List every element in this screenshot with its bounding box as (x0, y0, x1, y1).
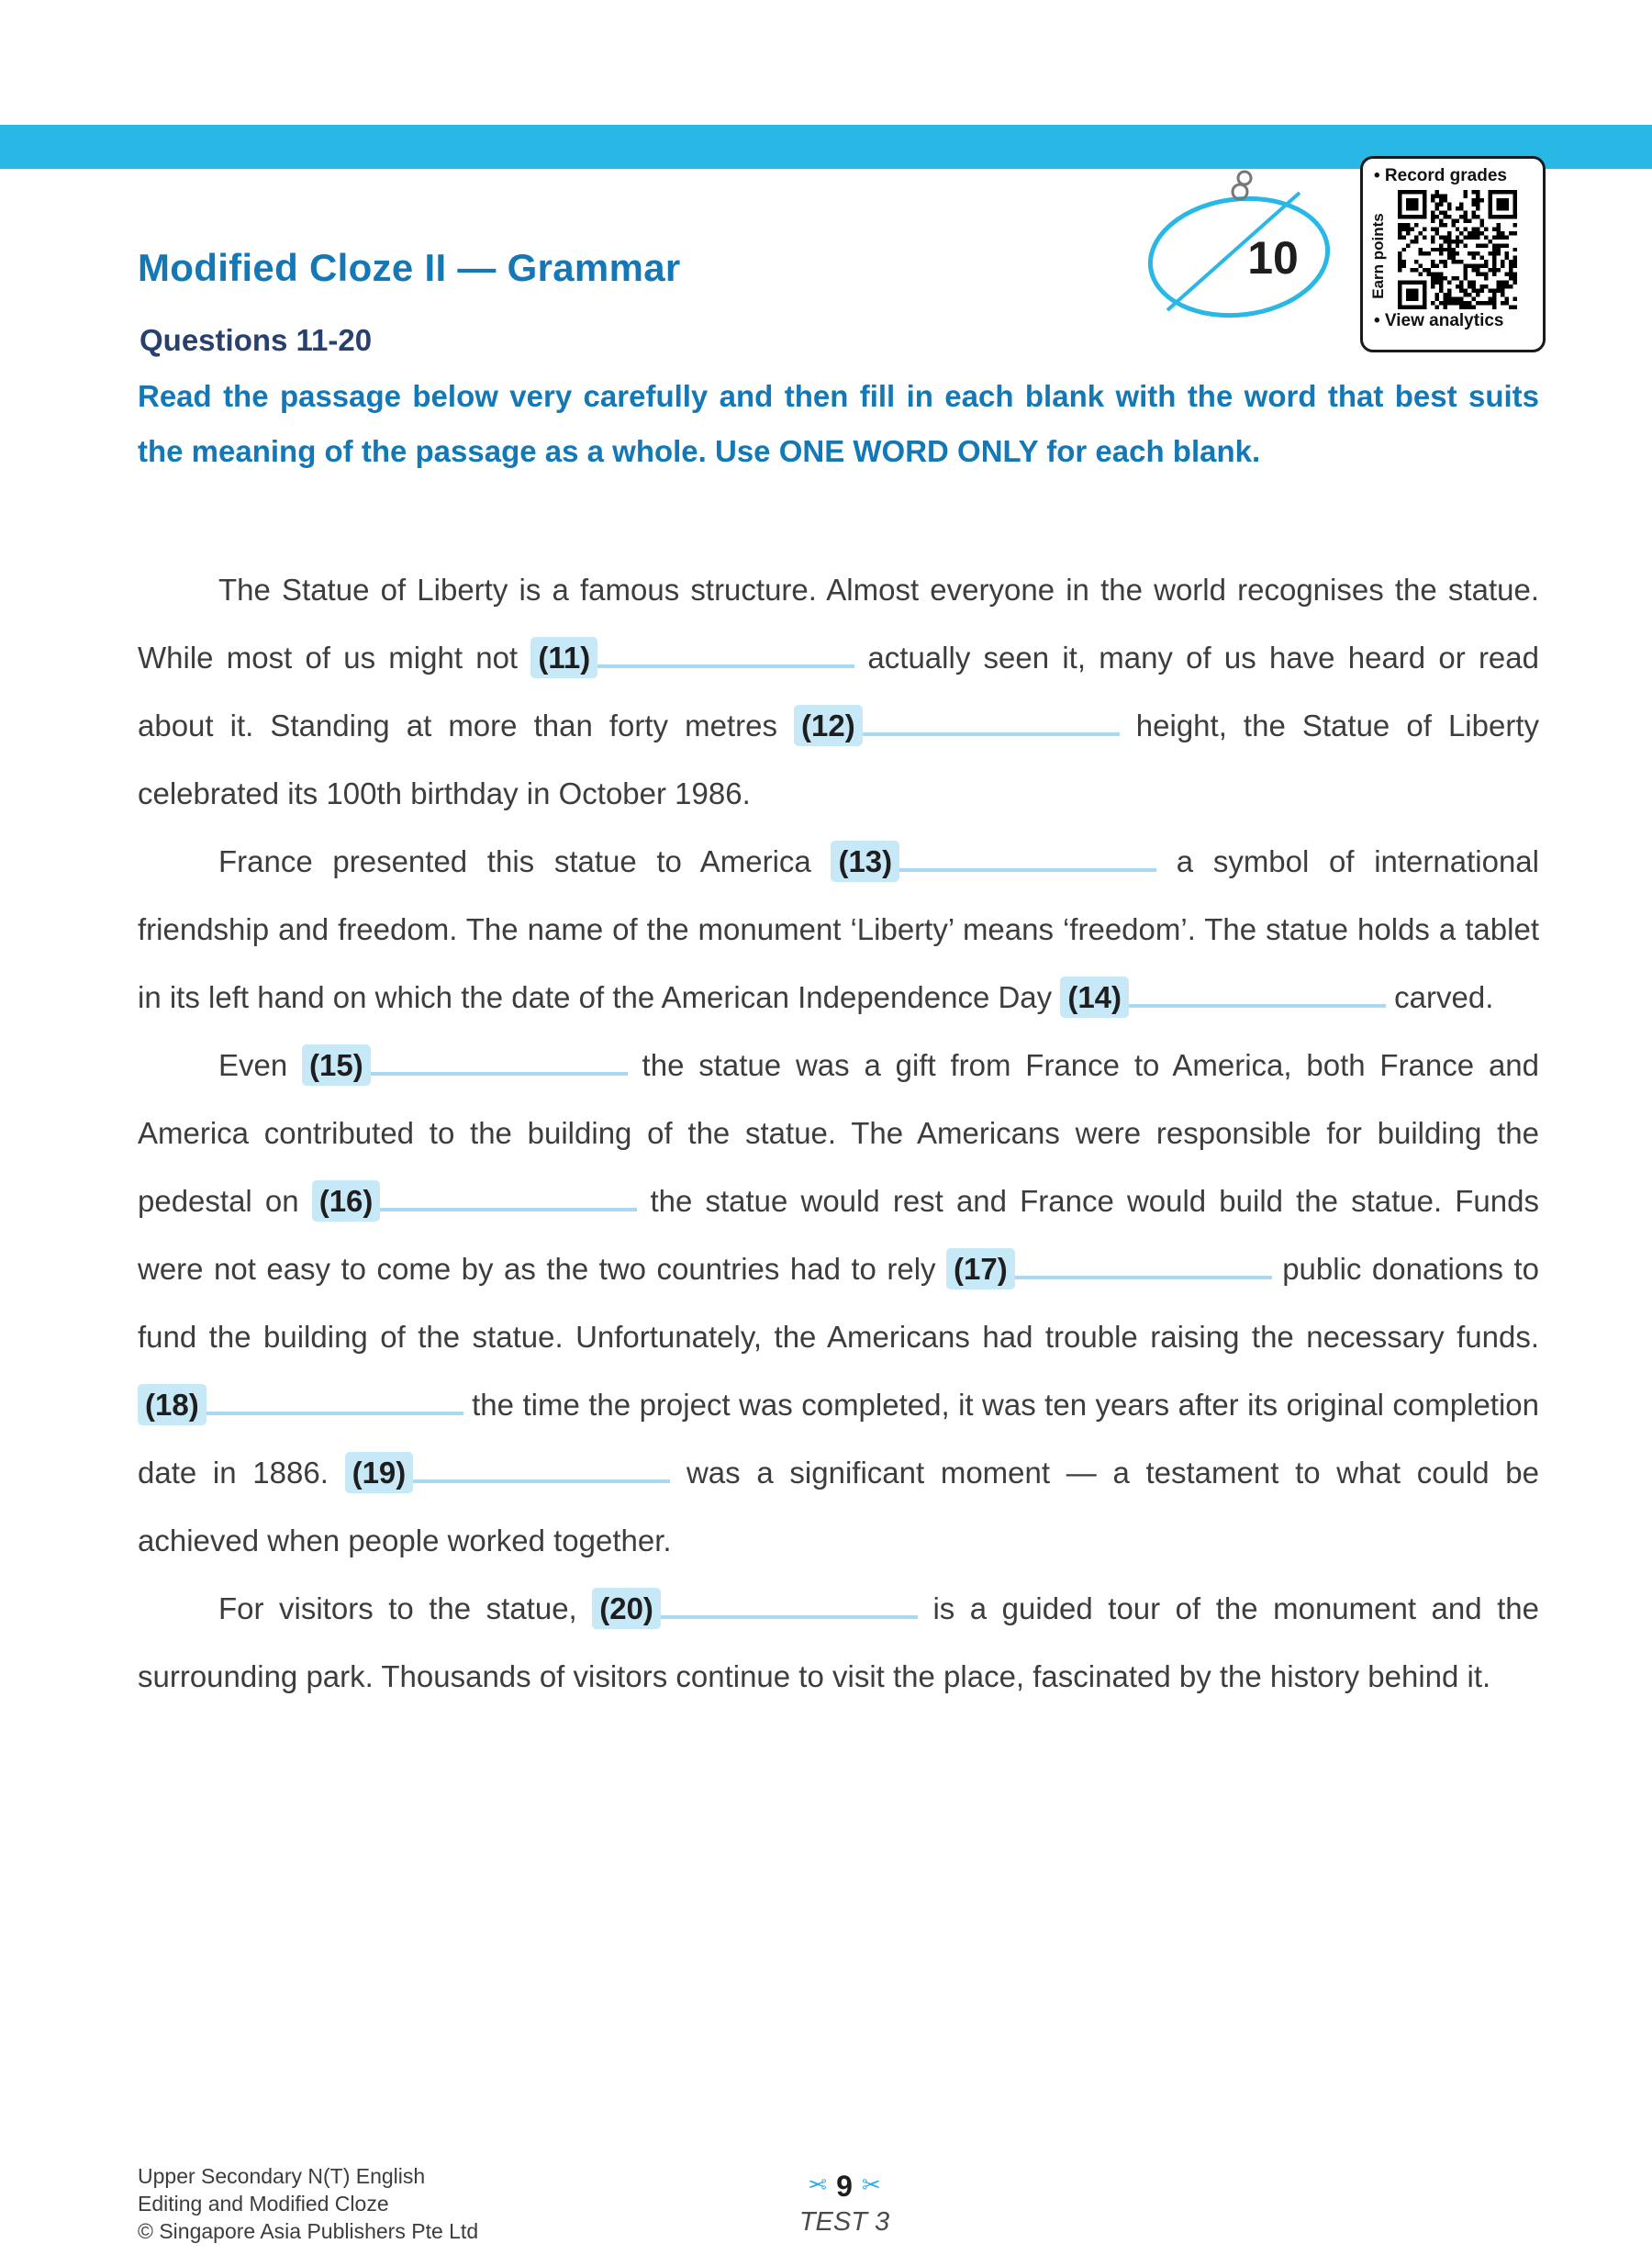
passage-text: Even (218, 1048, 303, 1082)
cloze-blank-13 (831, 844, 1156, 878)
cloze-blank-11 (530, 641, 854, 675)
passage-text: the time the project was completed, it was ten years after its original completion date in 1886. (138, 1388, 1539, 1490)
passage-text: a symbol of international friendship and freedom. The name of the monument ‘Liberty’ means ‘freedom’. The statue holds a tablet in its left hand on which the date of the American Independence Day (138, 844, 1539, 1014)
instructions-text: Read the passage below very carefully and then fill in each blank with the word that best suits the meaning of the passage as a whole. Use ONE WORD ONLY for each blank. (138, 379, 1539, 468)
passage-text: For visitors to the statue, (218, 1591, 593, 1625)
footer-imprint (138, 2162, 478, 2245)
page-number-row (698, 2170, 991, 2204)
blank-label-17: (17) (946, 1248, 1015, 1289)
passage-text: is a guided tour of the monument and the surrounding park. Thousands of visitors continue to visit the place, fascinated by the history behind it. (138, 1591, 1539, 1693)
passage-text: the statue was a gift from France to America, both France and America contributed to the building of the statue. The Americans were responsible for building the pedestal on (138, 1048, 1539, 1218)
passage-paragraph-3 (138, 1032, 1539, 1575)
qr-code-icon (1398, 190, 1517, 309)
questions-range: Questions 11-20 (140, 323, 373, 357)
blank-answer-line-19[interactable] (413, 1452, 670, 1483)
blank-answer-line-20[interactable] (661, 1588, 918, 1619)
page-number: 9 (836, 2170, 853, 2203)
blank-label-20: (20) (592, 1588, 661, 1629)
passage-text: height, the Statue of Liberty celebrated its 100th birthday in October 1986. (138, 709, 1539, 810)
passage-paragraph-2 (138, 828, 1539, 1032)
cloze-blank-20 (592, 1591, 918, 1625)
scissors-icon: ✂ (861, 2172, 881, 2198)
blank-label-12: (12) (794, 705, 863, 746)
passage-paragraph-1 (138, 556, 1539, 828)
blank-label-18: (18) (138, 1384, 206, 1425)
passage-paragraph-4 (138, 1575, 1539, 1711)
blank-label-15: (15) (302, 1044, 371, 1086)
blank-label-16: (16) (312, 1180, 381, 1222)
cloze-blank-18 (138, 1388, 463, 1422)
blank-answer-line-15[interactable] (371, 1044, 628, 1076)
qr-bottom-label: • View analytics (1374, 311, 1504, 330)
cloze-blank-12 (794, 709, 1120, 742)
scissors-icon: ✂ (808, 2172, 828, 2198)
test-label: TEST 3 (798, 2207, 890, 2237)
blank-label-19: (19) (345, 1452, 414, 1493)
rewards-qr-panel (1360, 156, 1546, 352)
blank-label-11: (11) (530, 637, 597, 678)
footer-series-line: Upper Secondary N(T) English (138, 2164, 426, 2188)
score-pin-icon (1238, 172, 1251, 184)
cloze-blank-14 (1060, 980, 1386, 1014)
qr-top-label: • Record grades (1374, 166, 1507, 185)
passage-text: carved. (1386, 980, 1494, 1014)
cloze-blank-19 (345, 1456, 671, 1490)
blank-answer-line-17[interactable] (1015, 1248, 1272, 1279)
qr-side-label: Earn points (1369, 213, 1387, 299)
blank-answer-line-13[interactable] (899, 841, 1156, 872)
passage-text: The Statue of Liberty is a famous structure. Almost everyone in the world recognises the statue. While most of us might not (138, 573, 1539, 675)
score-oval-icon (1131, 158, 1351, 341)
section-title: Modified Cloze II — Grammar (138, 246, 681, 289)
cloze-blank-17 (946, 1252, 1272, 1286)
passage-text: was a significant moment — a testament to what could be achieved when people worked together. (138, 1456, 1540, 1557)
blank-answer-line-16[interactable] (380, 1180, 637, 1211)
passage-text: public donations to fund the building of the statue. Unfortunately, the Americans had trouble raising the necessary funds. (138, 1252, 1539, 1354)
footer-copyright-line: © Singapore Asia Publishers Pte Ltd (138, 2219, 479, 2243)
blank-answer-line-18[interactable] (206, 1384, 463, 1415)
footer-book-line: Editing and Modified Cloze (138, 2192, 389, 2216)
blank-answer-line-12[interactable] (863, 705, 1120, 736)
cloze-blank-15 (302, 1048, 628, 1082)
blank-answer-line-14[interactable] (1129, 977, 1386, 1008)
cloze-passage (138, 556, 1539, 1711)
blank-answer-line-11[interactable] (597, 637, 854, 668)
passage-text: actually seen it, many of us have heard or read about it. Standing at more than forty metres (138, 641, 1539, 742)
passage-text: the statue would rest and France would build the statue. Funds were not easy to come by as the two countries had to rely (138, 1184, 1539, 1286)
footer-page-block (698, 2170, 991, 2238)
cloze-blank-16 (312, 1184, 638, 1218)
score-value: 10 (1247, 232, 1299, 284)
blank-label-13: (13) (831, 841, 899, 882)
passage-text: France presented this statue to America (218, 844, 832, 878)
blank-label-14: (14) (1060, 977, 1129, 1018)
